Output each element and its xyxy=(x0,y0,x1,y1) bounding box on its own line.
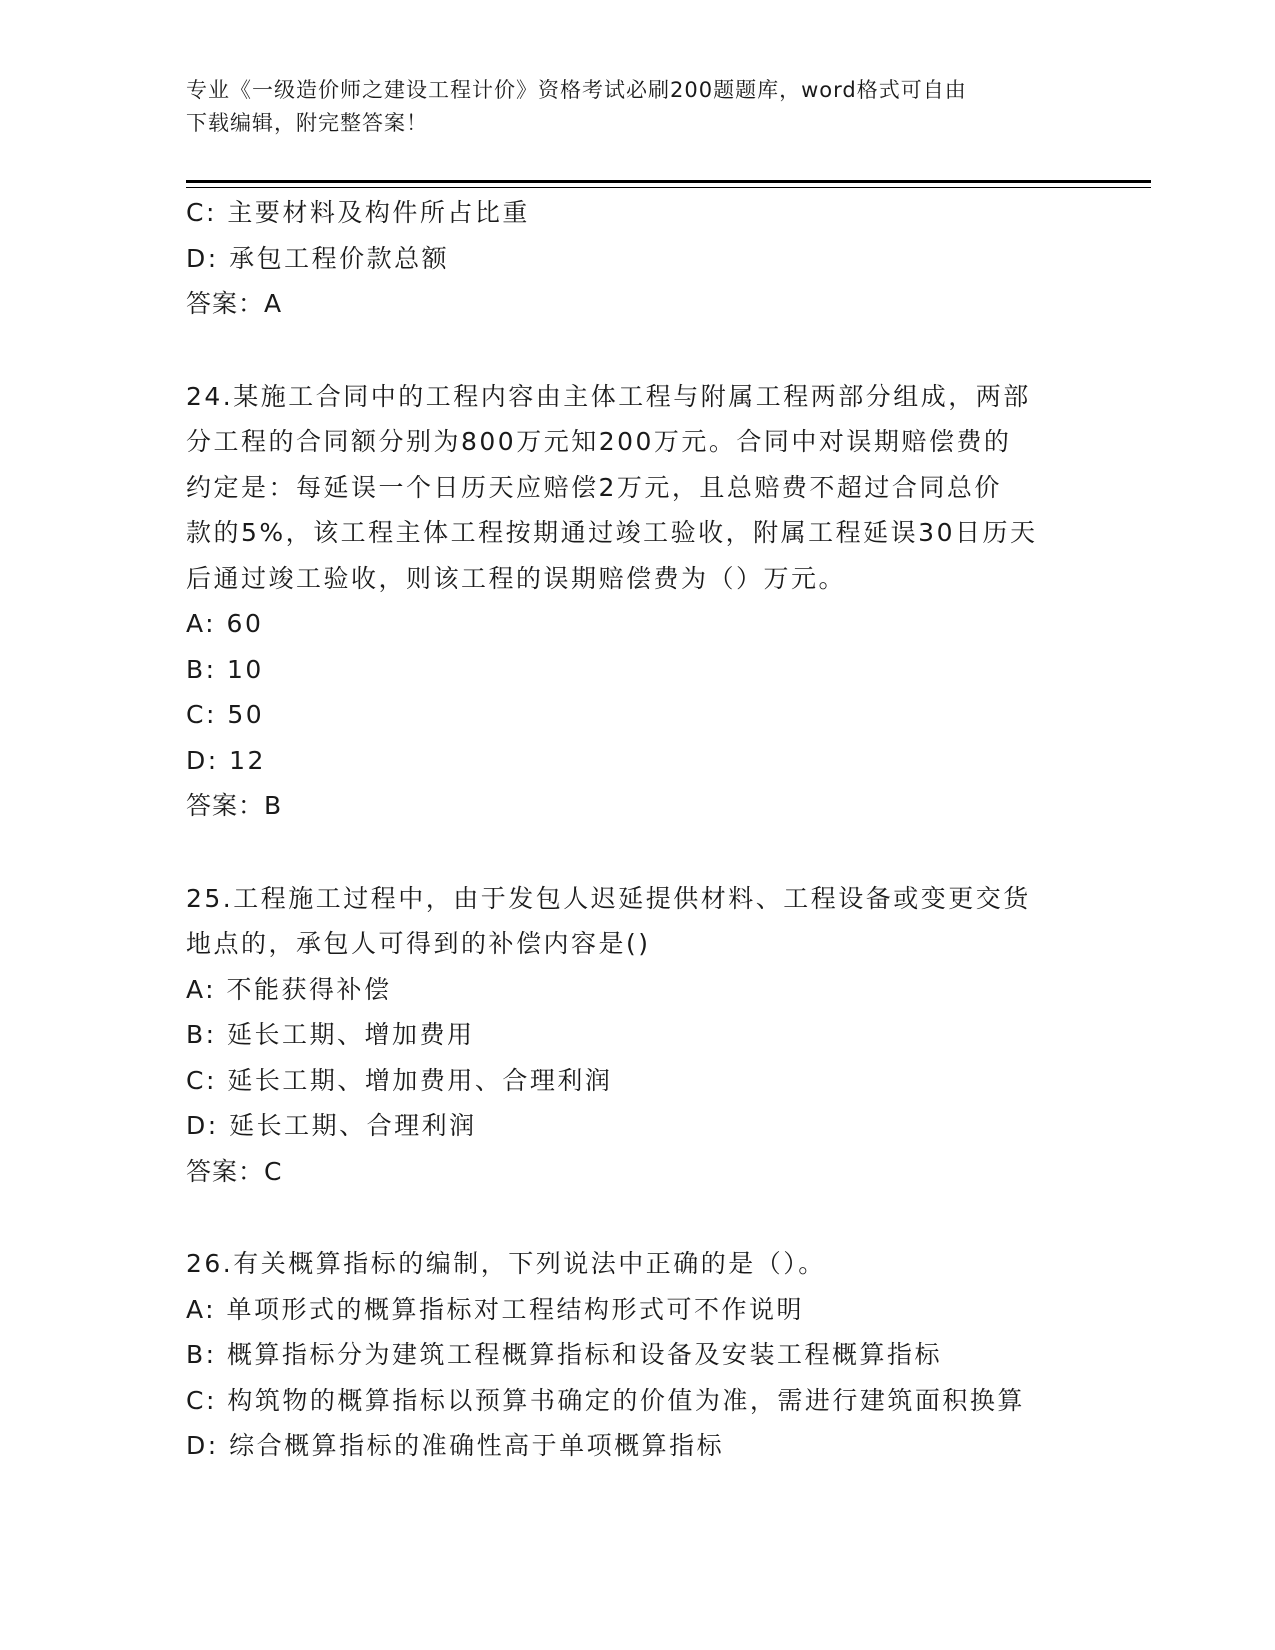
option-d: D: 综合概算指标的准确性高于单项概算指标 xyxy=(186,1431,725,1460)
option-b: B: 10 xyxy=(186,654,264,684)
option-c: C: 主要材料及构件所占比重 xyxy=(186,198,530,227)
option-b: B: 概算指标分为建筑工程概算指标和设备及安装工程概算指标 xyxy=(186,1340,943,1369)
question-text-line: 26.有关概算指标的编制，下列说法中正确的是（）。 xyxy=(186,1249,826,1278)
option-d: D: 承包工程价款总额 xyxy=(186,243,450,273)
option-b: B: 延长工期、增加费用 xyxy=(186,1020,475,1049)
question-text-line: 地点的，承包人可得到的补偿内容是() xyxy=(186,929,651,958)
header-line-2: 下载编辑，附完整答案！ xyxy=(186,111,428,135)
question-content xyxy=(186,190,1086,1469)
question-text-line: 款的5%，该工程主体工程按期通过竣工验收，附属工程延误30日历天 xyxy=(186,518,1038,547)
spacer xyxy=(186,829,1086,876)
question-text-line: 分工程的合同额分别为800万元知200万元。合同中对误期赔偿费的 xyxy=(186,427,1012,456)
question-text-line: 约定是：每延误一个日历天应赔偿2万元，且总赔费不超过合同总价 xyxy=(186,472,1002,502)
header-divider-thick xyxy=(186,180,1151,183)
question-23-tail xyxy=(186,190,1086,327)
option-c: C: 延长工期、增加费用、合理利润 xyxy=(186,1065,613,1095)
question-26 xyxy=(186,1241,1086,1469)
answer: 答案：A xyxy=(186,289,283,318)
question-24 xyxy=(186,374,1086,829)
header-line-1: 专业《一级造价师之建设工程计价》资格考试必刷200题题库，word格式可自由 xyxy=(186,78,967,102)
answer: 答案：C xyxy=(186,1156,283,1186)
header-divider-thin xyxy=(186,187,1151,188)
option-d: D: 12 xyxy=(186,745,266,775)
question-text-line: 后通过竣工验收，则该工程的误期赔偿费为（）万元。 xyxy=(186,563,847,593)
question-25 xyxy=(186,876,1086,1195)
question-text-line: 25.工程施工过程中，由于发包人迟延提供材料、工程设备或变更交货 xyxy=(186,883,1031,913)
option-a: A: 不能获得补偿 xyxy=(186,974,392,1004)
answer: 答案：B xyxy=(186,791,283,820)
option-c: C: 50 xyxy=(186,700,265,729)
document-header xyxy=(186,74,1066,140)
option-a: A: 60 xyxy=(186,609,264,638)
spacer xyxy=(186,1194,1086,1241)
option-c: C: 构筑物的概算指标以预算书确定的价值为准，需进行建筑面积换算 xyxy=(186,1385,1025,1415)
option-d: D: 延长工期、合理利润 xyxy=(186,1111,477,1140)
spacer xyxy=(186,327,1086,374)
option-a: A: 单项形式的概算指标对工程结构形式可不作说明 xyxy=(186,1294,805,1324)
question-text-line: 24.某施工合同中的工程内容由主体工程与附属工程两部分组成，两部 xyxy=(186,381,1031,411)
